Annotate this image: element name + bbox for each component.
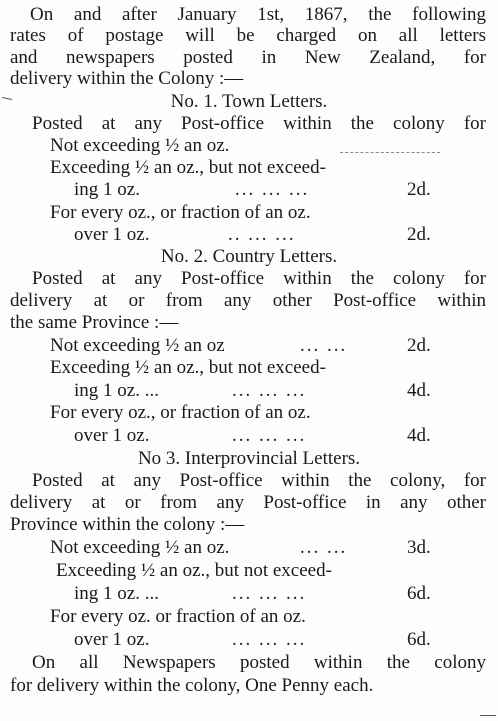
- town-rate-3a: For every oz., or fraction of an oz.: [50, 202, 311, 223]
- inter-para-1: Posted at any Post-office within the colony, for: [32, 470, 486, 491]
- inter-rate-2-dots: ... ... ...: [232, 583, 307, 604]
- inter-rate-3-dots: ... ... ...: [232, 629, 307, 650]
- closing-line-2: for delivery within the colony, One Penny each.: [10, 675, 374, 696]
- inter-rate-2b: ing 1 oz. ...: [74, 583, 159, 604]
- intro-line-3: and newspapers posted in New Zealand, for: [10, 47, 486, 68]
- country-rate-3-price: 4d.: [407, 425, 431, 446]
- inter-rate-2-price: 6d.: [407, 583, 431, 604]
- country-rate-2a: Exceeding ½ an oz., but not exceed-: [50, 357, 326, 378]
- print-mark-bottom: [480, 715, 496, 716]
- intro-line-4: delivery within the Colony :—: [10, 68, 244, 89]
- intro-line-2: rates of postage will be charged on all letters: [10, 25, 486, 46]
- print-smudge: [340, 152, 440, 154]
- inter-heading: No 3. Interprovincial Letters.: [137, 448, 361, 469]
- country-rate-1-price: 2d.: [407, 335, 431, 356]
- country-rate-3b: over 1 oz.: [74, 425, 150, 446]
- inter-rate-1-dots: ... ...: [300, 537, 348, 558]
- town-rate-2a: Exceeding ½ an oz., but not exceed-: [50, 157, 326, 178]
- town-heading: No. 1. Town Letters.: [170, 91, 328, 112]
- country-heading: No. 2. Country Letters.: [160, 246, 338, 267]
- inter-rate-1-price: 3d.: [407, 537, 431, 558]
- country-rate-3-dots: ... ... ...: [232, 425, 307, 446]
- country-rate-1: Not exceeding ½ an oz: [50, 335, 225, 356]
- closing-line-1: On all Newspapers posted within the colony: [32, 652, 486, 673]
- inter-para-2: delivery at or from any Post-office in any other: [10, 492, 486, 513]
- inter-rate-3b: over 1 oz.: [74, 629, 150, 650]
- town-rate-2-price: 2d.: [407, 179, 431, 200]
- country-para-3: the same Province :—: [10, 312, 179, 333]
- inter-rate-3-price: 6d.: [407, 629, 431, 650]
- town-rate-3b: over 1 oz.: [74, 224, 150, 245]
- town-rate-3-price: 2d.: [407, 224, 431, 245]
- country-rate-2b: ing 1 oz. ...: [74, 380, 159, 401]
- inter-rate-2a: Exceeding ½ an oz., but not exceed-: [56, 560, 332, 581]
- inter-para-3: Province within the colony :—: [10, 514, 245, 535]
- intro-line-1: On and after January 1st, 1867, the following: [30, 4, 486, 25]
- inter-rate-1: Not exceeding ½ an oz.: [50, 537, 230, 558]
- town-rate-1: Not exceeding ½ an oz.: [50, 135, 230, 156]
- country-rate-2-dots: ... ... ...: [232, 380, 307, 401]
- inter-rate-3a: For every oz. or fraction of an oz.: [50, 606, 306, 627]
- country-rate-3a: For every oz., or fraction of an oz.: [50, 402, 311, 423]
- country-para-2: delivery at or from any other Post-office within: [10, 290, 486, 311]
- town-posted: Posted at any Post-office within the colony for: [32, 113, 486, 134]
- town-rate-3-dots: .. ... ...: [228, 224, 296, 245]
- country-rate-2-price: 4d.: [407, 380, 431, 401]
- town-rate-2-dots: ... ... ...: [235, 179, 310, 200]
- country-rate-1-dots: ... ...: [300, 335, 348, 356]
- country-para-1: Posted at any Post-office within the colony for: [32, 268, 486, 289]
- town-rate-2b: ing 1 oz.: [74, 179, 140, 200]
